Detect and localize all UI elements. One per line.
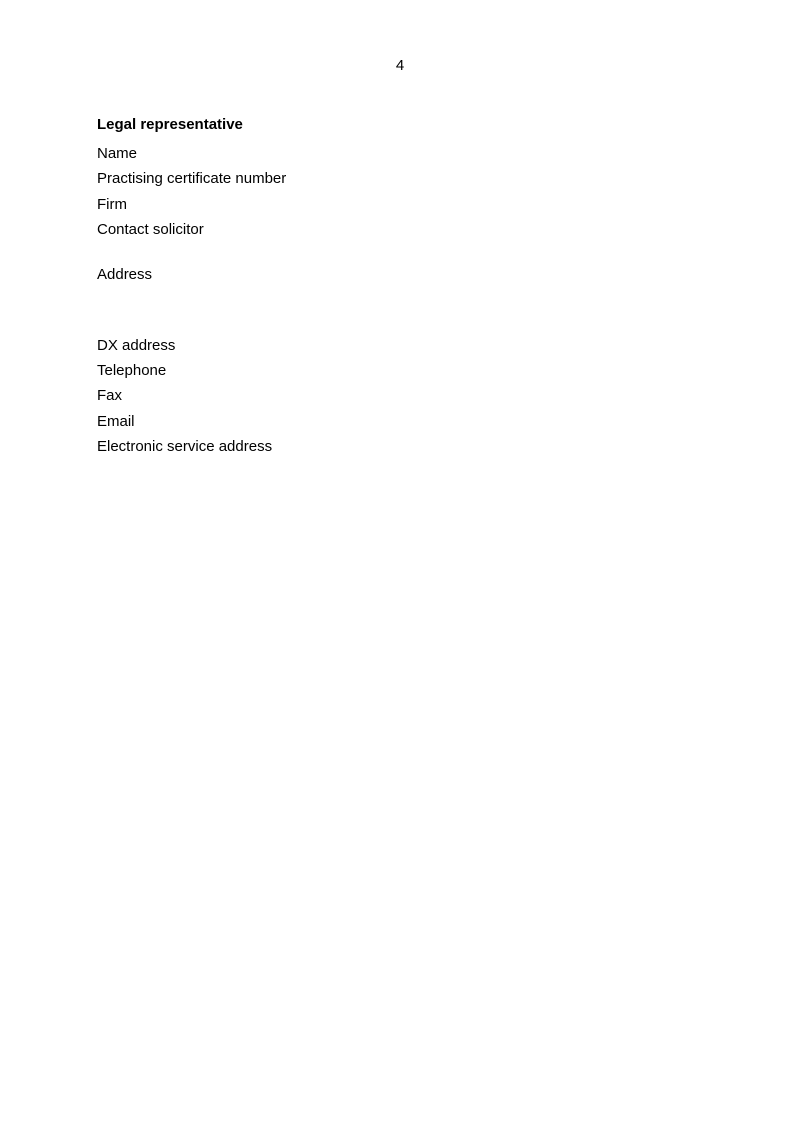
electronic-service-address-label: Electronic service address <box>97 438 273 455</box>
practising-certificate-number-label: Practising certificate number <box>97 170 287 187</box>
section-heading: Legal representative <box>97 116 243 133</box>
page-number: 4 <box>395 57 405 74</box>
fax-label: Fax <box>97 387 123 404</box>
telephone-label: Telephone <box>97 362 167 379</box>
contact-solicitor-label: Contact solicitor <box>97 221 204 238</box>
dx-address-label: DX address <box>97 337 176 354</box>
firm-label: Firm <box>97 196 127 213</box>
email-label: Email <box>97 413 135 430</box>
address-label: Address <box>97 266 153 283</box>
name-label: Name <box>97 145 138 162</box>
